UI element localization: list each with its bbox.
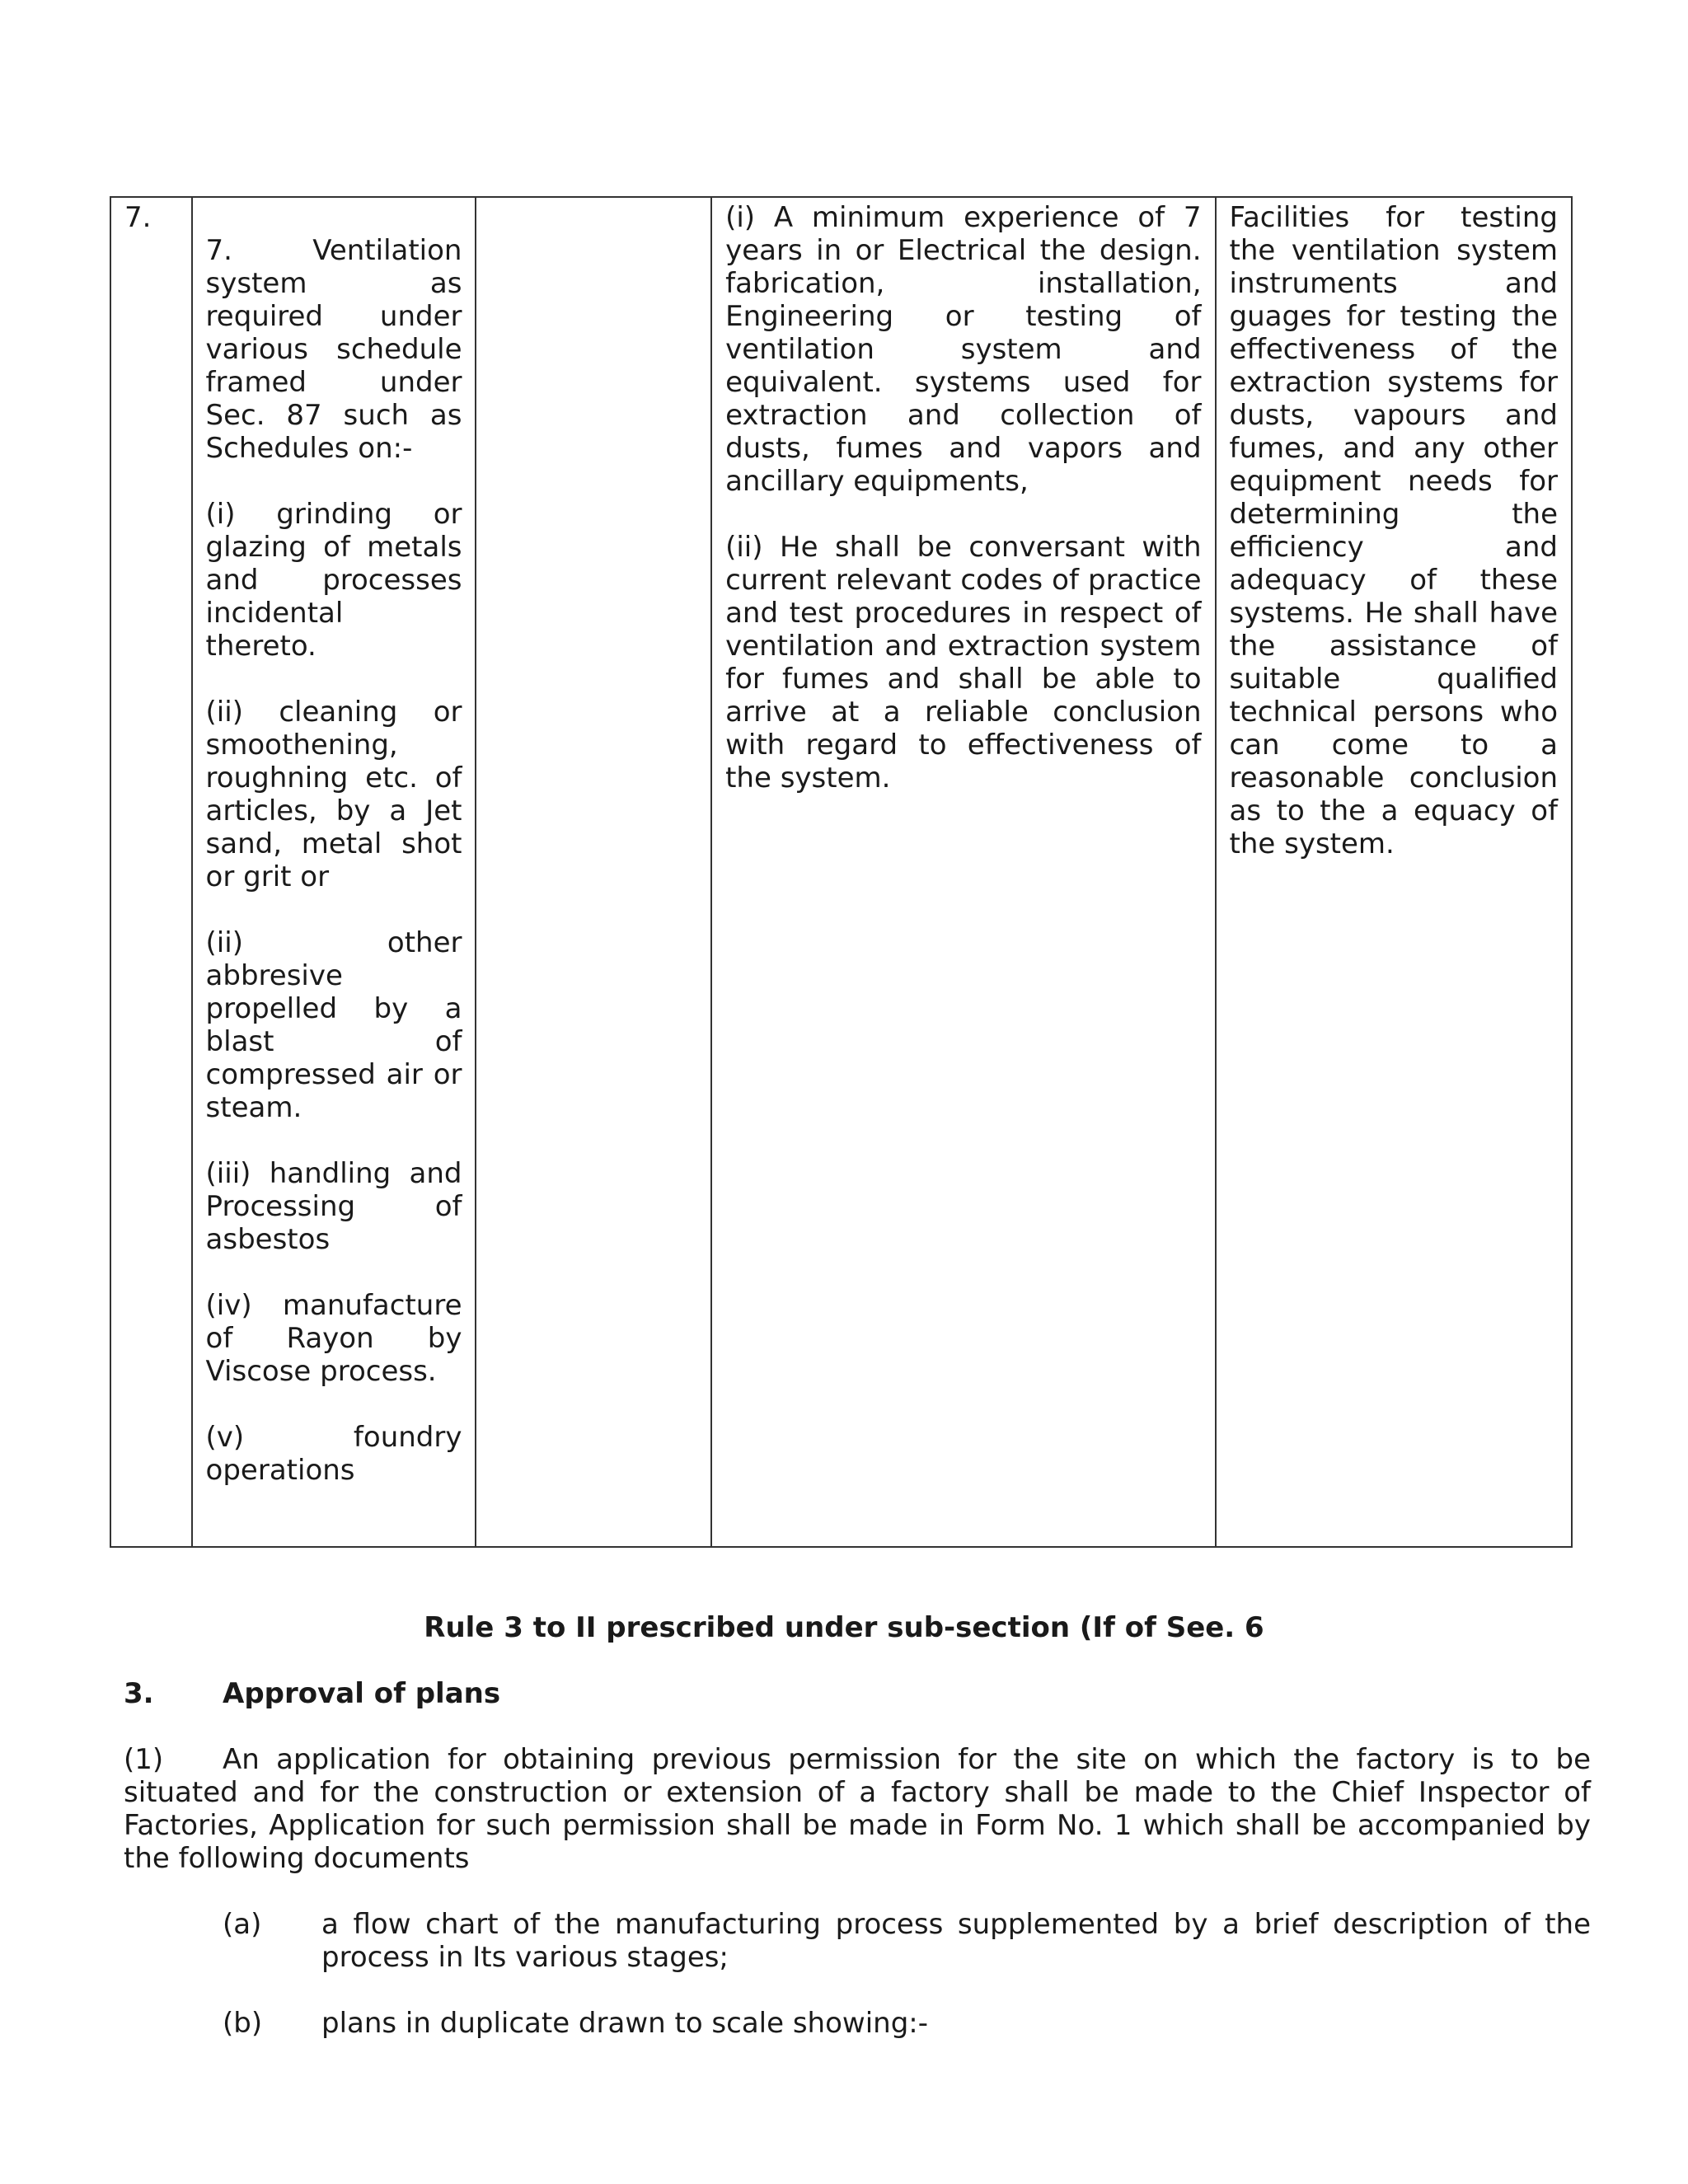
clause-number: (1) bbox=[124, 1743, 164, 1776]
blank-cell bbox=[476, 197, 711, 1547]
facilities-cell bbox=[1216, 197, 1572, 1547]
section-heading bbox=[124, 1677, 1591, 1710]
item-title: 7. Ventilation system as required under various schedule framed under Sec. 87 such as Schedules on:- bbox=[205, 234, 462, 465]
sub-item bbox=[223, 1908, 1591, 1974]
list-item: (i) grinding or glazing of metals and processes incidental thereto. bbox=[205, 498, 462, 663]
list-item: (iv) manufacture of Rayon by Viscose process. bbox=[205, 1289, 462, 1388]
qualification-item: (ii) He shall be conversant with current relevant codes of practice and test procedures in respect of ventilation and extraction system for fumes and shall be able to arrive at a reliable conclusion with regard to effectiveness of the system. bbox=[725, 531, 1202, 794]
qualification-item: (i) A minimum experience of 7 years in or Electrical the design. fabrication, installation, Engineering or testing of ventilation system and equivalent. systems used for extraction and collection of dusts, fumes and vapors and ancillary equipments, bbox=[725, 201, 1202, 498]
schedule-table bbox=[110, 196, 1573, 1548]
sub-item bbox=[223, 2007, 1591, 2040]
clause-text: An application for obtaining previous permission for the site on which the factory is to be situated and for the construction or extension of a factory shall be made to the Chief Inspector of Factories, Application for such permission shall be made in Form No. 1 which shall be accompanied by the following documents bbox=[124, 1743, 1591, 1875]
list-item: (ii) cleaning or smoothening, roughning etc. of articles, by a Jet sand, metal shot or grit or bbox=[205, 696, 462, 893]
list-item: (iii) handling and Processing of asbestos bbox=[205, 1157, 462, 1256]
section-number: 3. bbox=[124, 1677, 154, 1710]
item-cell bbox=[192, 197, 476, 1547]
rule-heading: Rule 3 to II prescribed under sub-section (If of See. 6 bbox=[424, 1611, 1264, 1644]
clause-paragraph bbox=[124, 1743, 1591, 1875]
facilities-text: Facilities for testing the ventilation system instruments and guages for testing the effectiveness of the extraction systems for dusts, vapours and fumes, and any other equipment needs for determining the efficiency and adequacy of these systems. He shall have the assistance of suitable qualified technical persons who can come to a reasonable conclusion as to the a equacy of the system. bbox=[1229, 201, 1558, 860]
sub-item-text: a flow chart of the manufacturing process supplemented by a brief description of the process in Its various stages; bbox=[321, 1908, 1591, 1974]
list-item: (v) foundry operations bbox=[205, 1421, 462, 1487]
sub-item-text: plans in duplicate drawn to scale showing:- bbox=[321, 2007, 929, 2040]
sub-item-label: (a) bbox=[223, 1908, 262, 1941]
serial-number: 7. bbox=[124, 201, 152, 234]
sub-item-label: (b) bbox=[223, 2007, 263, 2040]
qualification-cell bbox=[711, 197, 1215, 1547]
table-row bbox=[110, 197, 1572, 1547]
section-title: Approval of plans bbox=[223, 1677, 501, 1710]
serial-cell bbox=[110, 197, 192, 1547]
list-item: (ii) other abbresive propelled by a blast of compressed air or steam. bbox=[205, 926, 462, 1124]
